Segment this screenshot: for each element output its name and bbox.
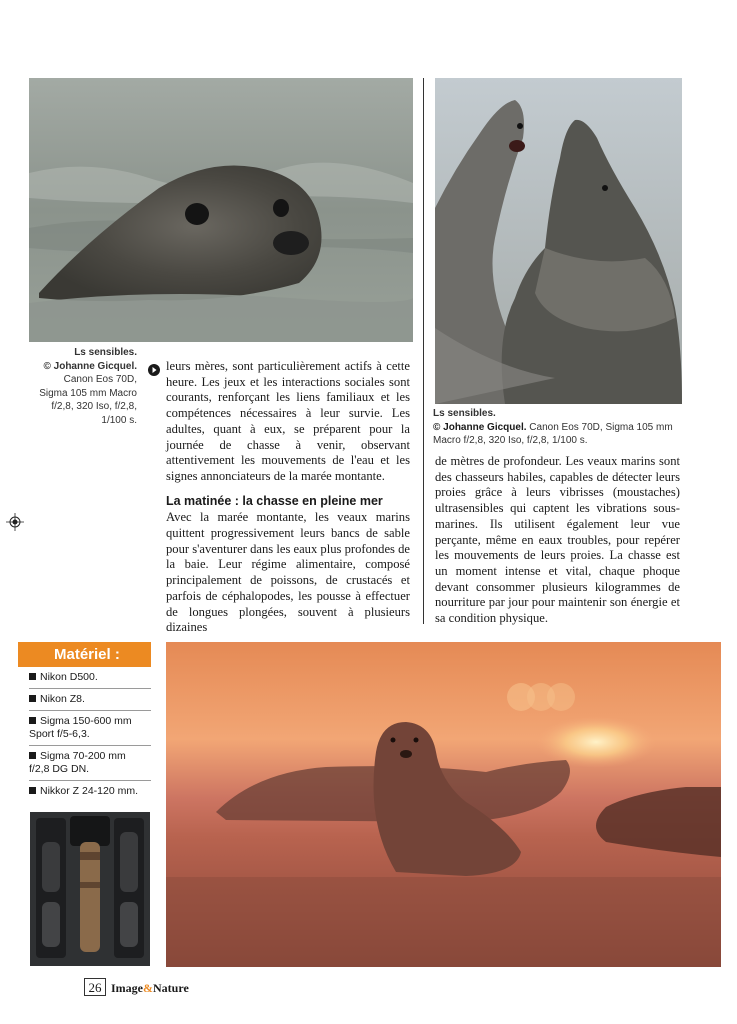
materiel-item-label: Sigma 70-200 mm [40, 750, 126, 762]
caption-line: Canon Eos 70D, [63, 374, 137, 385]
continue-arrow-icon [148, 361, 160, 373]
materiel-item-label: Nikon Z8. [40, 693, 85, 705]
two-seals-photo [435, 78, 682, 404]
caption-line: f/2,8, 320 Iso, f/2,8, [51, 401, 137, 412]
photo-caption-1 [29, 346, 137, 427]
bullet-square-icon [29, 752, 36, 759]
article-column-2 [435, 454, 680, 627]
article-paragraph: de mètres de profondeur. Les veaux marins sont des chasseurs habiles, capables de détecter leurs proies grâce à leurs vibrisses (moustaches) ultrasensibles qui captent les vibrations sous-marines. Ils utilisent également leur vue perçante, même en eaux troubles, pour repérer les mouvements de leurs proies. La chasse est un moment intense et vital, chaque phoque devant consommer plusieurs kilogrammes de nourriture par jour pour maintenir son énergie et sa condition physique. [435, 454, 680, 626]
caption-credit: © Johanne Gicquel. [433, 421, 527, 433]
seal-in-water-photo [29, 78, 413, 342]
article-paragraph: Avec la marée montante, les veaux marins quittent progressivement leurs bancs de sable pour s'aventurer dans les eaux plus profondes de la baie. Leur régime alimentaire, composé principalement de poissons, de crustacés et parfois de céphalopodes, les pousse à effectuer de longues plongées, souvent à plusieurs dizaines [166, 510, 410, 635]
materiel-item [29, 689, 151, 711]
caption-line: Sigma 105 mm Macro [39, 387, 137, 399]
caption-credit: © Johanne Gicquel. [43, 360, 137, 372]
camera-bag-photo [30, 812, 150, 966]
column-divider [423, 78, 424, 624]
bullet-square-icon [29, 673, 36, 680]
magazine-name-amp: & [143, 981, 153, 995]
seal-at-sunset-photo [166, 642, 721, 967]
page-number: 26 [84, 978, 106, 996]
materiel-item-label: Nikkor Z 24-120 mm. [40, 785, 139, 797]
photo-caption-2 [433, 407, 683, 448]
caption-body [433, 421, 683, 448]
caption-text: Canon Eos 70D, Sigma 105 mm Macro f/2,8, 320 Iso, f/2,8, 1/100 s. [433, 421, 673, 446]
materiel-item-label: Sport f/5-6,3. [29, 728, 90, 740]
magazine-name [111, 980, 189, 996]
materiel-title: Matériel : [18, 642, 151, 667]
caption-title: Ls sensibles. [433, 408, 496, 419]
magazine-name-b: Nature [153, 981, 189, 995]
materiel-item-label: Nikon D500. [40, 671, 98, 683]
registration-mark-icon [6, 513, 24, 531]
bullet-square-icon [29, 717, 36, 724]
article-paragraph: leurs mères, sont particulièrement actifs à cette heure. Les jeux et les interactions sociales sont courants, renforçant les liens familiaux et les compétences nécessaires à leur survie. Les adultes, quant à eux, se préparent pour la journée de chasse à venir, observant attentivement les mouvements de l'eau et les signes annonciateurs de la marée montante. [166, 359, 410, 483]
materiel-item [29, 746, 151, 781]
caption-line: 1/100 s. [101, 414, 137, 426]
section-heading: La matinée : la chasse en pleine mer [166, 493, 383, 508]
bullet-square-icon [29, 787, 36, 794]
magazine-name-a: Image [111, 981, 143, 995]
materiel-item [29, 667, 151, 689]
materiel-item-label: f/2,8 DG DN. [29, 763, 90, 775]
caption-title: Ls sensibles. [74, 347, 137, 358]
materiel-item [29, 781, 151, 802]
materiel-item-label: Sigma 150-600 mm [40, 715, 132, 727]
bullet-square-icon [29, 695, 36, 702]
materiel-item [29, 711, 151, 746]
article-column-1 [166, 359, 410, 636]
